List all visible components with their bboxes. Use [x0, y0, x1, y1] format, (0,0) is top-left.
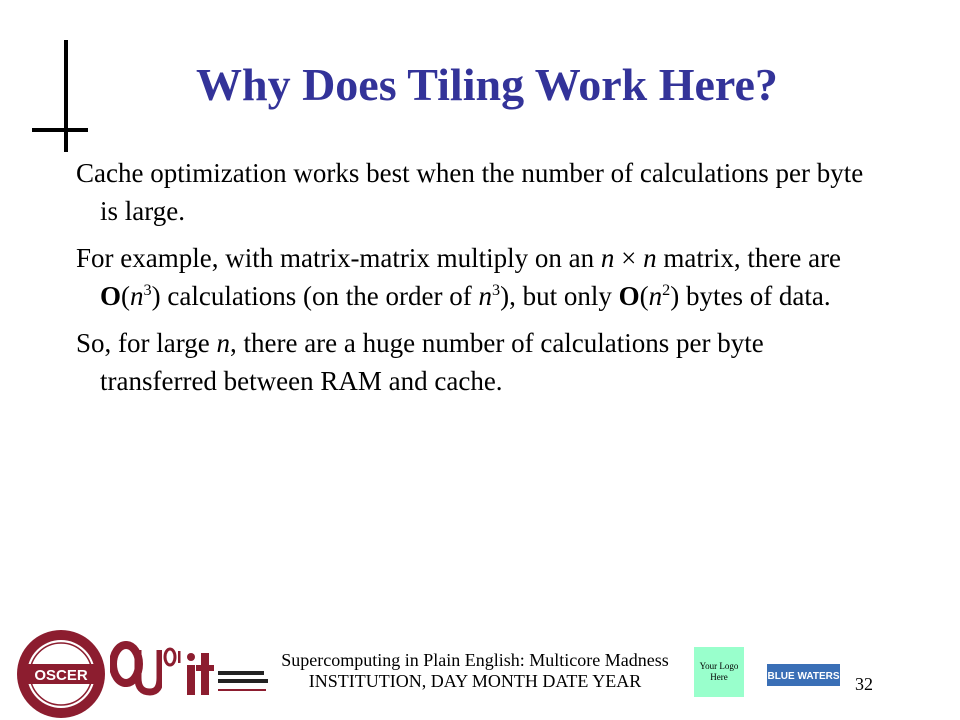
text-segment: , there are a huge number of calculations per byte transferred between RAM and cache. [100, 328, 764, 396]
exponent: 3 [143, 281, 152, 299]
body-paragraph-2 [76, 239, 876, 315]
exponent: 2 [662, 281, 671, 299]
text-segment: bytes of data. [679, 281, 831, 311]
variable-n: n [130, 281, 144, 311]
exponent: 3 [492, 281, 501, 299]
your-logo-text: Your Logo Here [699, 661, 739, 682]
your-logo-placeholder [694, 647, 744, 697]
ou-it-logo [163, 645, 269, 701]
blue-waters-logo [767, 664, 840, 686]
corner-vertical-line [64, 40, 68, 152]
variable-n: n [600, 243, 615, 273]
body-paragraph-3 [76, 324, 876, 400]
footer-text [270, 650, 680, 692]
ou-logo [110, 640, 162, 700]
footer-line-1: Supercomputing in Plain English: Multicore Madness [281, 650, 669, 670]
page-number: 32 [855, 674, 873, 694]
blue-waters-text: BLUE WATERS [767, 671, 840, 682]
oscer-logo-text: OSCER [34, 667, 88, 684]
variable-n: n [478, 281, 492, 311]
text-segment: For example, with matrix-matrix multiply on an [76, 243, 601, 273]
corner-horizontal-line [32, 128, 88, 132]
times-sign: × [614, 243, 644, 273]
variable-n: n [643, 243, 657, 273]
text-segment: calculations (on the order of [160, 281, 479, 311]
big-o: O [618, 281, 640, 311]
paren-close: ) [151, 281, 161, 311]
text-segment: ), but only [500, 281, 619, 311]
text-segment: So, for large [76, 328, 217, 358]
paren-open: ( [639, 281, 649, 311]
slide-title: Why Does Tiling Work Here? [196, 59, 778, 110]
body-paragraph-1: Cache optimization works best when the number of calculations per byte is large. [76, 158, 864, 226]
paren-open: ( [121, 281, 131, 311]
oscer-logo [15, 628, 107, 720]
big-o: O [100, 281, 122, 311]
variable-n: n [648, 281, 663, 311]
paren-close: ) [670, 281, 680, 311]
footer-line-2: INSTITUTION, DAY MONTH DATE YEAR [308, 671, 642, 691]
slide-body [76, 154, 876, 409]
variable-n: n [216, 328, 230, 358]
text-segment: matrix, there are [656, 243, 842, 273]
